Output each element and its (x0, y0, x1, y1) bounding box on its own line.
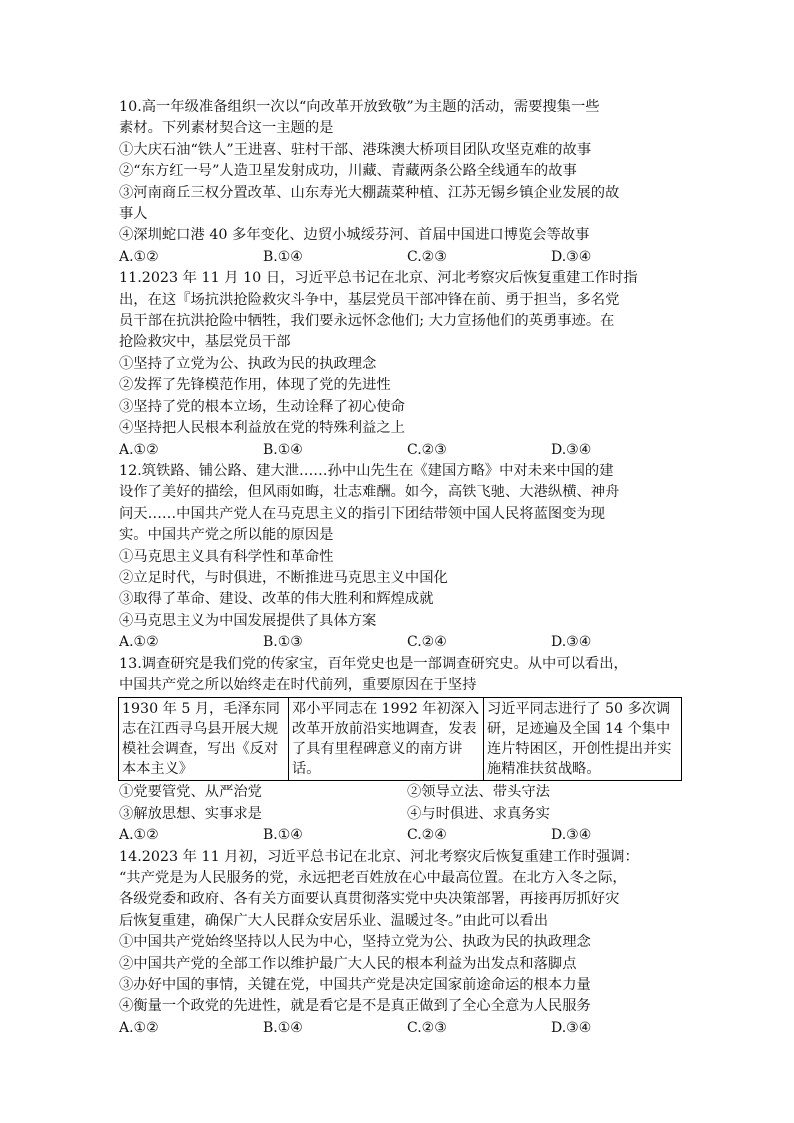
option-d: D.③④ (551, 248, 592, 265)
option-d: D.③④ (551, 827, 592, 844)
question-stem-line: 素材。下列素材契合这一主题的是 (119, 120, 334, 137)
option-a: A.①② (119, 248, 159, 265)
option-a: A.①② (119, 827, 159, 844)
option-b: B.①④ (263, 248, 303, 265)
option-a: A.①② (119, 441, 159, 458)
statement-line: ④坚持把人民根本利益放在党的特殊利益之上 (119, 420, 405, 437)
question-stem-line: 11.2023 年 11 月 10 日，习近平总书记在北京、河北考察灾后恢复重建工作时指 (119, 270, 638, 287)
answer-options (119, 440, 679, 461)
table-row (119, 698, 682, 781)
question-stem-line: 出，在这『场抗洪抢险救灾斗争中，基层党员干部冲锋在前、勇于担当，多名党 (119, 291, 620, 308)
question-stem-line: “共产党是为人民服务的党，永远把老百姓放在心中最高位置。在北方入冬之际， (119, 870, 627, 886)
option-b: B.①④ (263, 441, 303, 458)
option-b: B.①③ (263, 634, 303, 651)
statement-line: ①大庆石油“铁人”王进喜、驻村干部、港珠澳大桥项目团队攻坚克难的故事 (119, 141, 592, 158)
option-c: C.②③ (407, 441, 447, 458)
option-c: C.②④ (407, 827, 447, 844)
statement-4: ④与时俱进、求真务实 (407, 805, 550, 822)
table-cell-xi: 习近平同志进行了 50 多次调研，足迹遍及全国 14 个集中连片特困区，开创性提出并实施精准扶贫战略。 (484, 698, 682, 781)
option-d: D.③④ (551, 1019, 592, 1036)
exam-page (119, 97, 679, 1039)
option-a: A.①② (119, 634, 159, 651)
question-stem-line: 中国共产党之所以始终走在时代前列，重要原因在于坚持 (119, 676, 477, 693)
question-stem-line: 员干部在抗洪抢险中牺牲，我们要永远怀念他们; 大力宣扬他们的英勇事迹。在 (119, 313, 615, 330)
answer-options (119, 1018, 679, 1039)
statement-line: ④衡量一个政党的先进性，就是看它是不是真正做到了全心全意为人民服务 (119, 998, 591, 1015)
option-a: A.①② (119, 1019, 159, 1036)
statement-2: ②领导立法、带头守法 (407, 784, 550, 801)
statement-pair (119, 782, 679, 803)
question-stem-line: 问天……中国共产党人在马克思主义的指引下团结带领中国人民将蓝图变为现 (119, 505, 606, 522)
statement-line: ②“东方红一号”人造卫星发射成功，川藏、青藏两条公路全线通车的故事 (119, 163, 577, 180)
question-11 (119, 268, 679, 461)
statement-line: ④深圳蛇口港 40 多年变化、边贸小城绥芬河、首届中国进口博览会等故事 (119, 227, 590, 244)
statement-1: ①党要管党、从严治党 (119, 784, 262, 801)
table-cell-mao: 1930 年 5 月，毛泽东同志在江西寻乌县开展大规模社会调查，写出《反对本本主义》 (119, 698, 289, 781)
question-stem-line: 设作了美好的描绘，但风雨如晦，壮志难酬。如今，高铁飞驰、大港纵横、神舟 (119, 484, 620, 501)
question-stem-line: 实。中国共产党之所以能的原因是 (119, 527, 334, 544)
statement-line: ④马克思主义为中国发展提供了具体方案 (119, 612, 377, 629)
statement-line: ②发挥了先锋模范作用，体现了党的先进性 (119, 377, 391, 394)
statement-3: ③解放思想、实事求是 (119, 805, 262, 822)
statement-line: ③取得了革命、建设、改革的伟大胜利和辉煌成就 (119, 591, 434, 608)
question-10 (119, 97, 679, 268)
question-stem-line: 12.筑铁路、铺公路、建大泄……孙中山先生在《建国方略》中对未来中国的建 (119, 462, 614, 479)
option-c: C.②③ (407, 248, 447, 265)
question-stem-line: 13.调查研究是我们党的传家宝，百年党史也是一部调查研究史。从中可以看出， (119, 655, 628, 672)
statement-line: ①中国共产党始终坚持以人民为中心，坚持立党为公、执政为民的执政理念 (119, 934, 591, 951)
question-stem-line: 14.2023 年 11 月初，习近平总书记在北京、河北考察灾后恢复重建工作时强调： (119, 848, 639, 865)
table-cell-deng: 邓小平同志在 1992 年初深入改革开放前沿实地调查，发表了具有里程碑意义的南方讲话。 (289, 698, 484, 781)
option-b: B.①④ (263, 1019, 303, 1036)
statement-line: 事人 (119, 206, 148, 223)
statement-line: ③河南商丘三权分置改革、山东寿光大棚蔬菜种植、江苏无锡乡镇企业发展的故 (119, 184, 620, 201)
statement-line: ③办好中国的事情，关键在党，中国共产党是决定国家前途命运的根本力量 (119, 977, 591, 994)
material-table (118, 697, 682, 781)
option-c: C.②④ (407, 634, 447, 651)
option-b: B.①④ (263, 827, 303, 844)
statement-pair (119, 804, 679, 825)
statement-line: ①马克思主义具有科学性和革命性 (119, 548, 334, 565)
question-13 (119, 654, 679, 847)
statement-line: ②立足时代，与时俱进，不断推进马克思主义中国化 (119, 569, 448, 586)
answer-options (119, 825, 679, 846)
statement-line: ②中国共产党的全部工作以维护最广大人民的根本利益为出发点和落脚点 (119, 955, 577, 972)
question-stem-line: 抢险救灾中，基层党员干部 (119, 334, 291, 351)
question-stem-line: 后恢复重建，确保广大人民群众安居乐业、温暖过冬。”由此可以看出 (119, 912, 549, 929)
option-d: D.③④ (551, 634, 592, 651)
statement-line: ①坚持了立党为公、执政为民的执政理念 (119, 355, 377, 372)
answer-options (119, 632, 679, 653)
statement-line: ③坚持了党的根本立场，生动诠释了初心使命 (119, 398, 405, 415)
question-stem-line: 10.高一年级准备组织一次以“向改革开放致敬”为主题的活动，需要搜集一些 (119, 99, 600, 115)
question-stem-line: 各级党委和政府、各有关方面要认真贯彻落实党中央决策部署，再接再厉抓好灾 (119, 891, 620, 908)
option-c: C.②③ (407, 1019, 447, 1036)
question-14 (119, 847, 679, 1040)
answer-options (119, 247, 679, 268)
option-d: D.③④ (551, 441, 592, 458)
question-12 (119, 461, 679, 654)
